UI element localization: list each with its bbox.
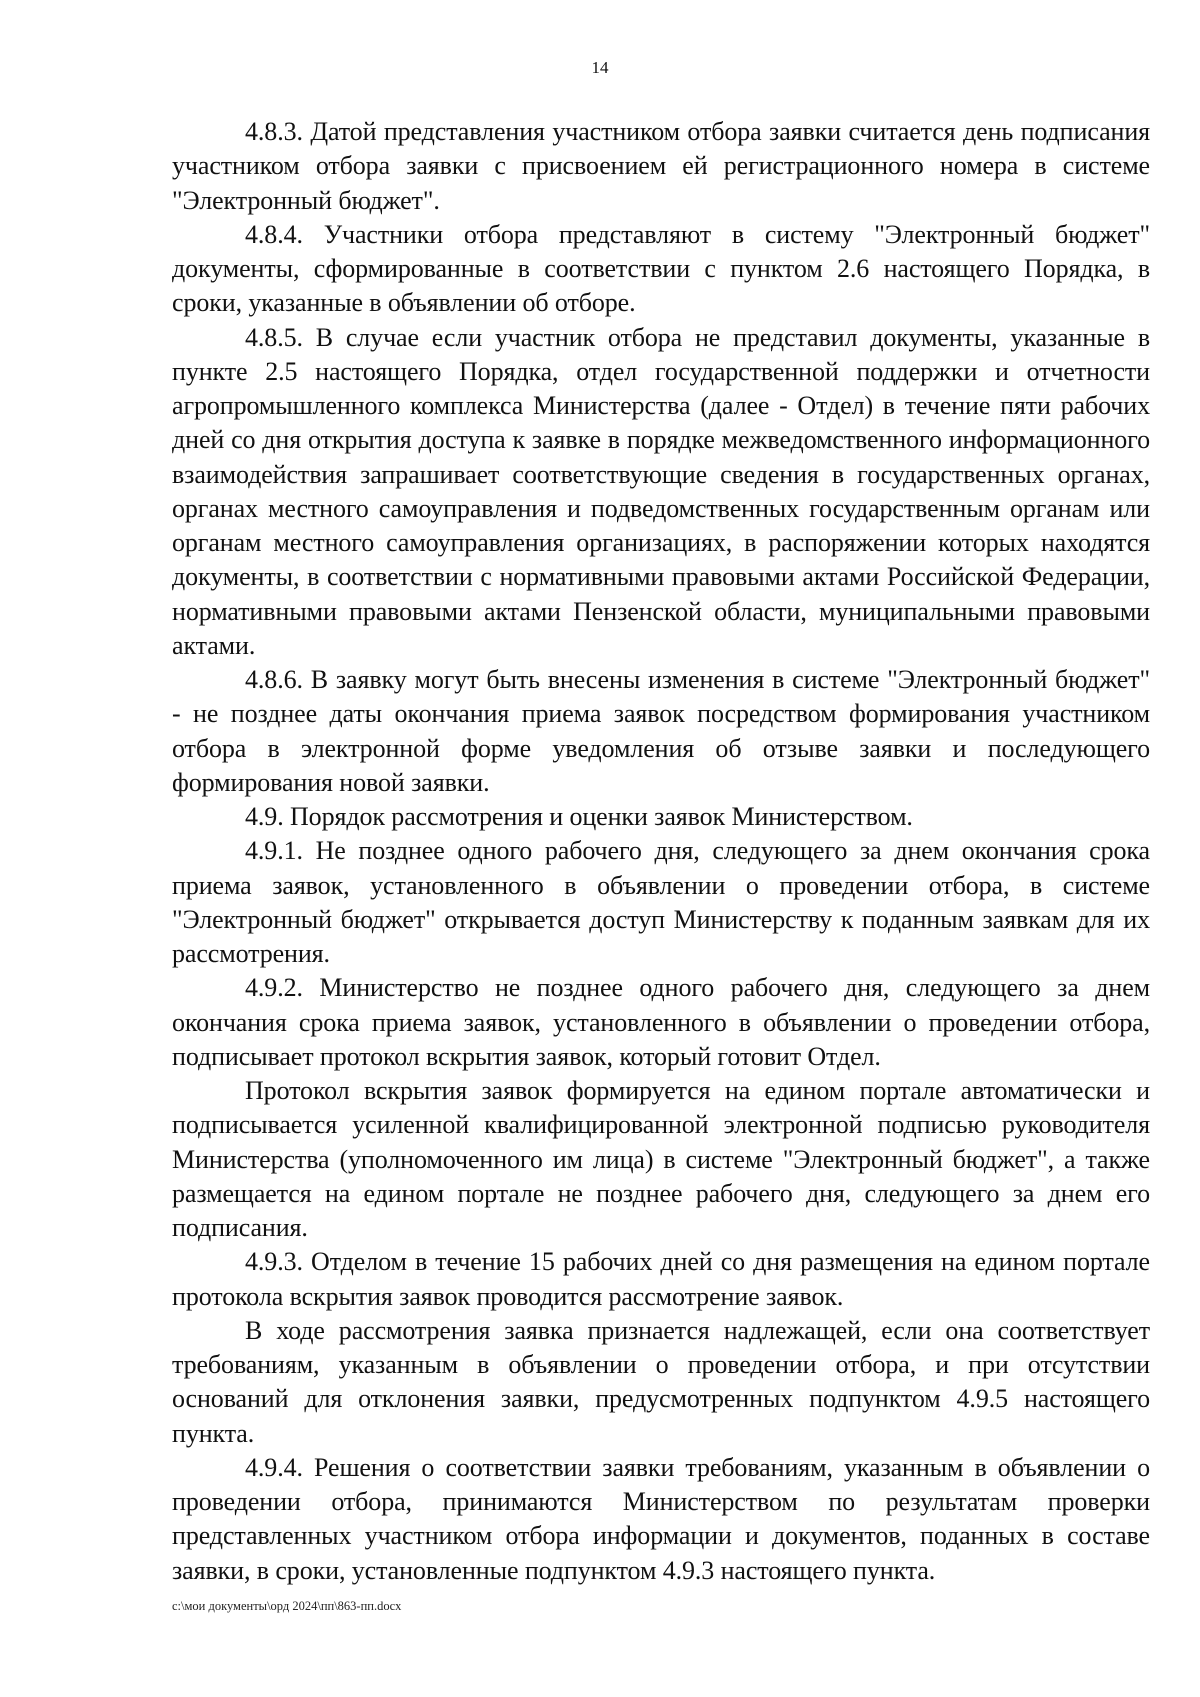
paragraph-4-9-4: 4.9.4. Решения о соответствии заявки требованиям, указанным в объявлении о проведении отбора, принимаются Министерством по результатам проверки представленных участником отбора информации и документов, поданных в составе заявки, в сроки, установленные подпунктом 4.9.3 настоящего пункта. <box>172 1452 1150 1585</box>
document-body <box>172 115 1150 1588</box>
paragraph-review: В ходе рассмотрения заявка признается надлежащей, если она соответствует требованиям, указанным в объявлении о проведении отбора, и при отсутствии оснований для отклонения заявки, предусмотренных подпунктом 4.9.5 настоящего пункта. <box>172 1315 1150 1448</box>
paragraph-4-9: 4.9. Порядок рассмотрения и оценки заявок Министерством. <box>245 802 913 831</box>
paragraph-4-8-5: 4.8.5. В случае если участник отбора не представил документы, указанные в пункте 2.5 настоящего Порядка, отдел государственной поддержки и отчетности агропромышленного комплекса Министерства (далее - Отдел) в течение пяти рабочих дней со дня открытия доступа к заявке в порядке межведомственного информационного взаимодействия запрашивает соответствующие сведения в государственных органах, органах местного самоуправления и подведомственных государственным органам или органам местного самоуправления организациях, в распоряжении которых находятся документы, в соответствии с нормативными правовыми актами Российской Федерации, нормативными правовыми актами Пензенской области, муниципальными правовыми актами. <box>172 322 1150 660</box>
page-number: 14 <box>591 58 609 77</box>
paragraph-4-8-3: 4.8.3. Датой представления участником отбора заявки считается день подписания участником отбора заявки с присвоением ей регистрационного номера в системе "Электронный бюджет". <box>172 117 1150 215</box>
paragraph-4-9-3: 4.9.3. Отделом в течение 15 рабочих дней со дня размещения на едином портале протокола вскрытия заявок проводится рассмотрение заявок. <box>172 1247 1150 1311</box>
paragraph-4-8-6: 4.8.6. В заявку могут быть внесены изменения в системе "Электронный бюджет" - не позднее даты окончания приема заявок посредством формирования участником отбора в электронной форме уведомления об отзыве заявки и последующего формирования новой заявки. <box>172 665 1150 797</box>
paragraph-4-9-2: 4.9.2. Министерство не позднее одного рабочего дня, следующего за днем окончания срока приема заявок, установленного в объявлении о проведении отбора, подписывает протокол вскрытия заявок, который готовит Отдел. <box>172 973 1150 1071</box>
paragraph-4-9-1: 4.9.1. Не позднее одного рабочего дня, следующего за днем окончания срока приема заявок, установленного в объявлении о проведении отбора, в системе "Электронный бюджет" открывается доступ Министерству к поданным заявкам для их рассмотрения. <box>172 836 1150 968</box>
footer-file-path: c:\мои документы\орд 2024\пп\863-пп.docx <box>172 1599 402 1613</box>
paragraph-protocol: Протокол вскрытия заявок формируется на едином портале автоматически и подписывается усиленной квалифицированной электронной подписью руководителя Министерства (уполномоченного им лица) в системе "Электронный бюджет", а также размещается на едином портале не позднее рабочего дня, следующего за днем его подписания. <box>172 1076 1150 1242</box>
paragraph-4-8-4: 4.8.4. Участники отбора представляют в систему "Электронный бюджет" документы, сформированные в соответствии с пунктом 2.6 настоящего Порядка, в сроки, указанные в объявлении об отборе. <box>172 219 1150 318</box>
